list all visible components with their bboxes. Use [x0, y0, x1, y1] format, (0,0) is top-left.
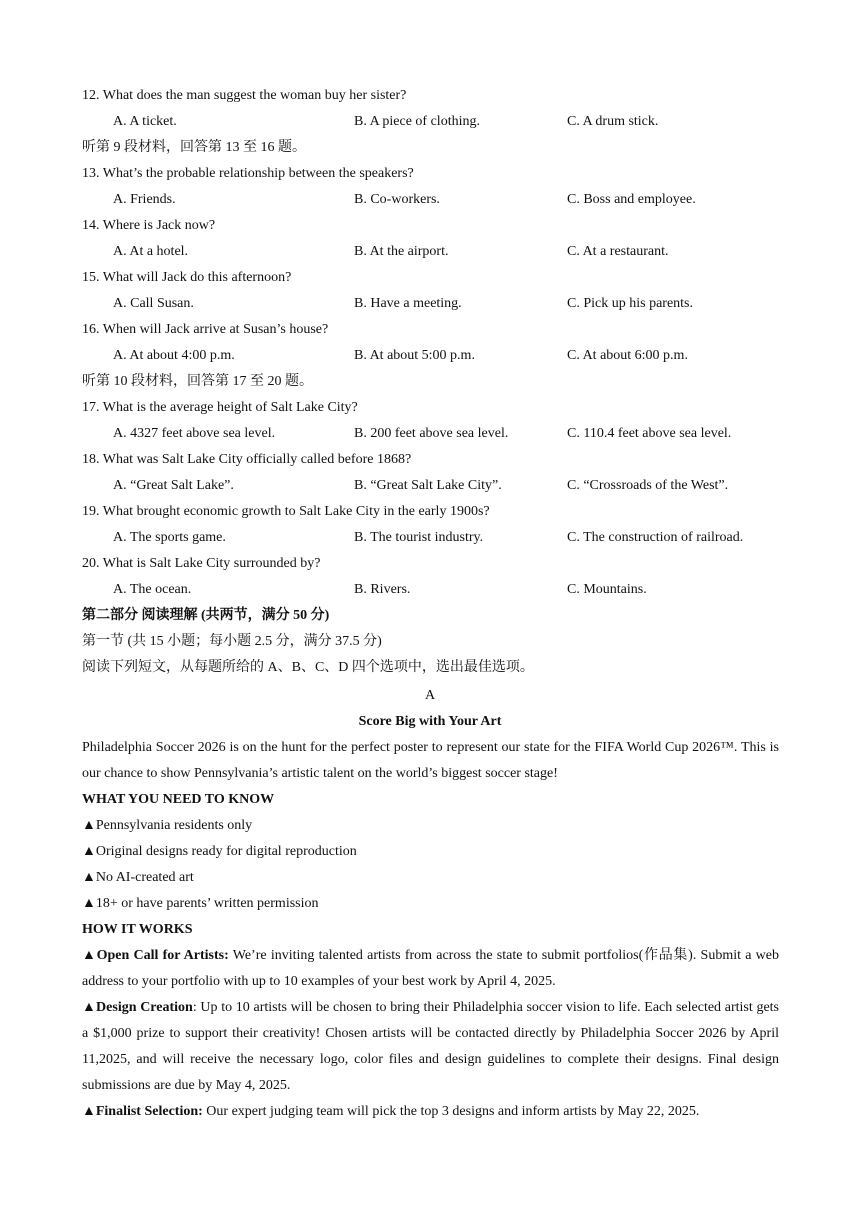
option-b: B. At the airport. — [354, 244, 449, 259]
question-20: 20. What is Salt Lake City surrounded by? — [82, 556, 321, 571]
question-14-options — [82, 239, 778, 265]
option-b: B. Co-workers. — [354, 192, 440, 207]
part-2-instruction: 阅读下列短文，从每题所给的 A、B、C、D 四个选项中，选出最佳选项。 — [82, 660, 534, 675]
option-c: C. At a restaurant. — [567, 244, 669, 259]
step-label: ▲Design Creation — [82, 1000, 193, 1015]
option-c: C. 110.4 feet above sea level. — [567, 426, 732, 441]
part-2-section-1: 第一节 (共 15 小题；每小题 2.5 分，满分 37.5 分) — [82, 634, 382, 649]
option-b: B. A piece of clothing. — [354, 114, 480, 129]
question-17-options — [82, 421, 778, 447]
option-a: A. Friends. — [113, 192, 176, 207]
option-c: C. A drum stick. — [567, 114, 659, 129]
need-item: ▲18+ or have parents’ written permission — [82, 896, 319, 911]
how-heading: HOW IT WORKS — [82, 922, 193, 937]
need-item: ▲No AI-created art — [82, 870, 194, 885]
option-a: A. The ocean. — [113, 582, 192, 597]
step-label: ▲Finalist Selection: — [82, 1104, 203, 1119]
question-15: 15. What will Jack do this afternoon? — [82, 270, 292, 285]
question-18: 18. What was Salt Lake City officially called before 1868? — [82, 452, 412, 467]
question-14: 14. Where is Jack now? — [82, 218, 216, 233]
option-c: C. The construction of railroad. — [567, 530, 744, 545]
option-a: A. Call Susan. — [113, 296, 194, 311]
section-9-instruction: 听第 9 段材料，回答第 13 至 16 题。 — [82, 140, 306, 155]
option-b: B. At about 5:00 p.m. — [354, 348, 475, 363]
option-b: B. 200 feet above sea level. — [354, 426, 509, 441]
option-c: C. Mountains. — [567, 582, 647, 597]
option-c: C. Pick up his parents. — [567, 296, 693, 311]
step-open-call — [82, 943, 779, 995]
option-a: A. At about 4:00 p.m. — [113, 348, 235, 363]
question-17: 17. What is the average height of Salt Lake City? — [82, 400, 358, 415]
step-text: We’re inviting talented artists from across the state to submit portfolios(作品集). Submit a web address to your portfolio with up to 10 examples of your best work by April 4, 2025. — [82, 948, 779, 989]
question-16-options — [82, 343, 778, 369]
step-finalist-selection — [82, 1099, 779, 1125]
option-b: B. The tourist industry. — [354, 530, 484, 545]
question-19-options — [82, 525, 778, 551]
option-a: A. “Great Salt Lake”. — [113, 478, 234, 493]
need-heading: WHAT YOU NEED TO KNOW — [82, 792, 275, 807]
passage-title: Score Big with Your Art — [358, 714, 502, 729]
option-a: A. At a hotel. — [113, 244, 189, 259]
need-item: ▲Original designs ready for digital reproduction — [82, 844, 357, 859]
question-20-options — [82, 577, 778, 603]
part-2-title: 第二部分 阅读理解 (共两节，满分 50 分) — [82, 608, 330, 623]
passage-letter: A — [424, 688, 436, 703]
option-a: A. The sports game. — [113, 530, 226, 545]
question-12-options — [82, 109, 778, 135]
question-16: 16. When will Jack arrive at Susan’s house? — [82, 322, 329, 337]
question-18-options — [82, 473, 778, 499]
option-a: A. A ticket. — [113, 114, 177, 129]
question-12: 12. What does the man suggest the woman buy her sister? — [82, 88, 407, 103]
option-a: A. 4327 feet above sea level. — [113, 426, 276, 441]
option-c: C. At about 6:00 p.m. — [567, 348, 688, 363]
passage-intro: Philadelphia Soccer 2026 is on the hunt for the perfect poster to represent our state for the FIFA World Cup 2026™. This is our chance to show Pennsylvania’s artistic talent on the world’s biggest soccer stage! — [82, 740, 779, 781]
option-b: B. Rivers. — [354, 582, 411, 597]
need-item: ▲Pennsylvania residents only — [82, 818, 253, 833]
section-10-instruction: 听第 10 段材料，回答第 17 至 20 题。 — [82, 374, 313, 389]
question-19: 19. What brought economic growth to Salt Lake City in the early 1900s? — [82, 504, 490, 519]
step-design-creation — [82, 995, 779, 1099]
option-b: B. Have a meeting. — [354, 296, 462, 311]
step-label: ▲Open Call for Artists: — [82, 948, 229, 963]
option-c: C. Boss and employee. — [567, 192, 696, 207]
step-text: Our expert judging team will pick the top 3 designs and inform artists by May 22, 2025. — [202, 1104, 700, 1119]
question-15-options — [82, 291, 778, 317]
question-13: 13. What’s the probable relationship between the speakers? — [82, 166, 414, 181]
option-b: B. “Great Salt Lake City”. — [354, 478, 502, 493]
question-13-options — [82, 187, 778, 213]
option-c: C. “Crossroads of the West”. — [567, 478, 729, 493]
step-text: : Up to 10 artists will be chosen to bring their Philadelphia soccer vision to life. Each selected artist gets a $1,000 prize to support their creativity! Chosen artists will be contacted directly by Philadelphia Soccer 2026 by April 11,2025, and will receive the necessary logo, color files and design guidelines to complete their designs. Final design submissions are due by May 4, 2025. — [82, 1000, 779, 1093]
